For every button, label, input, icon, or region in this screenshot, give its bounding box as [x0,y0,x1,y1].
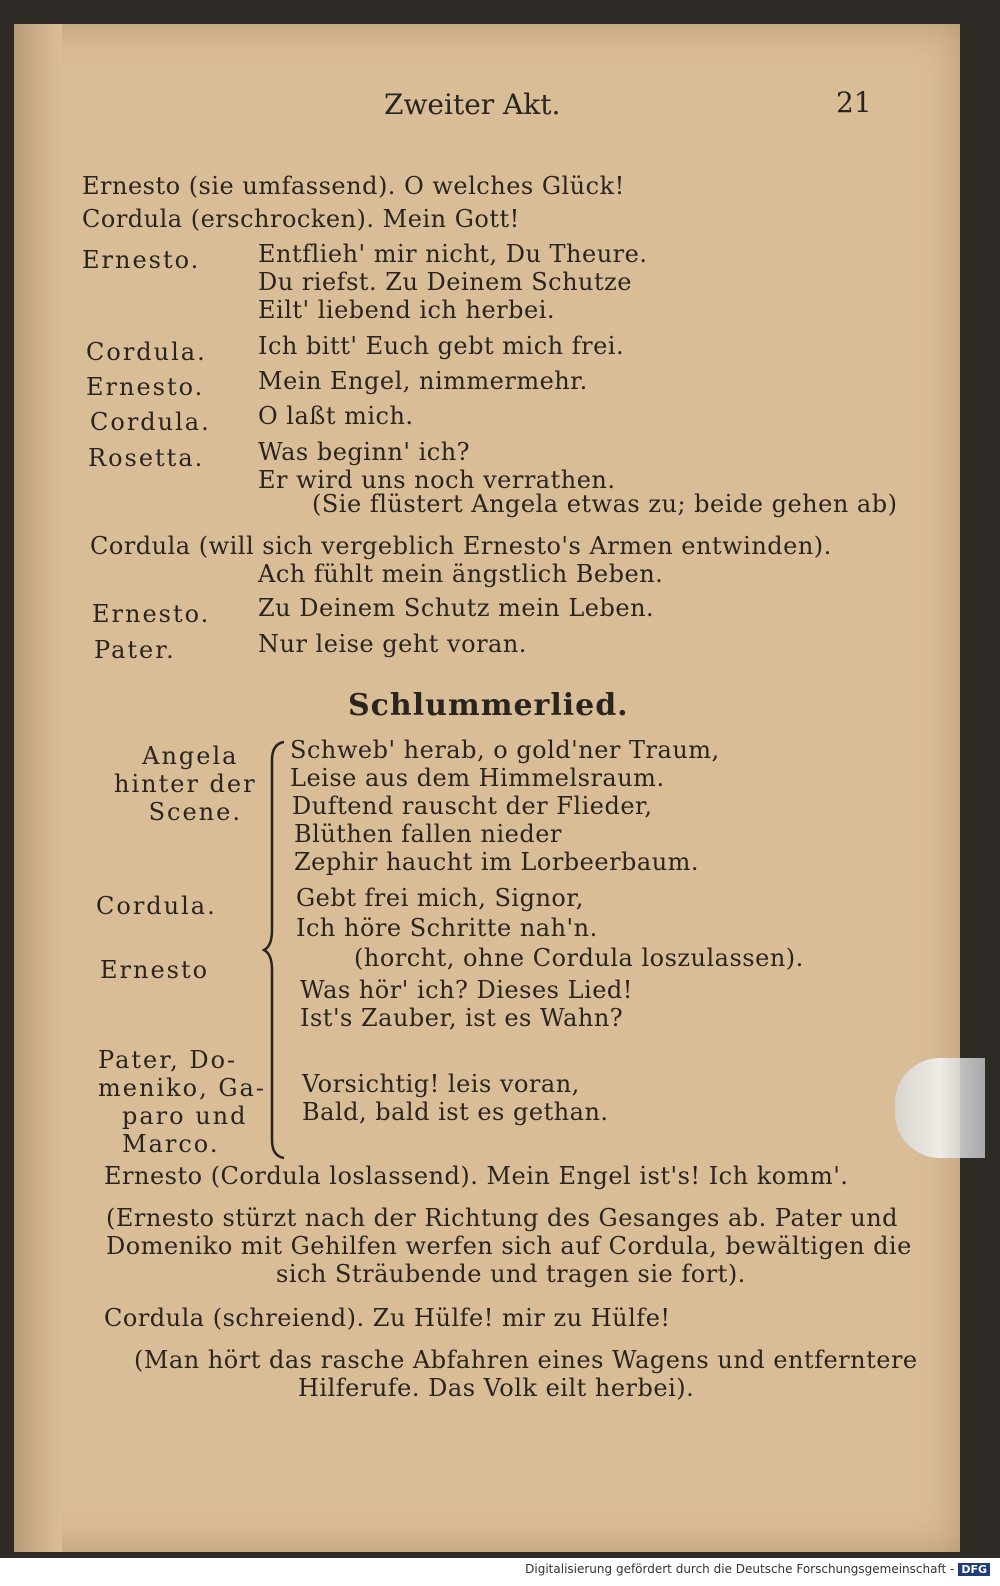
text-line: Entflieh' mir nicht, Du Theure. [258,240,648,268]
song-line: Ich höre Schritte nah'n. [296,914,598,942]
song-line: Bald, bald ist es gethan. [302,1098,609,1126]
speaker-label: Cordula. [86,338,207,366]
song-line: Ist's Zauber, ist es Wahn? [300,1004,624,1032]
funding-footer [525,1562,990,1576]
text-line: Cordula (will sich vergeblich Ernesto's Armen entwinden). [90,532,832,560]
speaker-label: Ernesto. [82,246,201,274]
text-line: Cordula (erschrocken). Mein Gott! [82,205,520,233]
text-line: Ernesto (sie umfassend). O welches Glück! [82,172,625,200]
speaker-label: Cordula. [96,892,217,920]
speaker-label: Scene. [148,798,242,826]
text-line: Ich bitt' Euch gebt mich frei. [258,332,625,360]
speaker-label: Pater. [94,636,176,664]
stage-direction: (Ernesto stürzt nach der Richtung des Gesanges ab. Pater und [106,1204,899,1232]
stage-direction: sich Sträubende und tragen sie fort). [276,1260,746,1288]
speaker-label: Ernesto [100,956,210,984]
speaker-label: Marco. [122,1130,220,1158]
book-gutter [14,24,62,1552]
song-line: Was hör' ich? Dieses Lied! [300,976,633,1004]
song-line: Duftend rauscht der Flieder, [292,792,653,820]
stage-direction: (horcht, ohne Cordula loszulassen). [354,944,804,972]
speaker-label: Ernesto. [86,373,205,401]
speaker-label: meniko, Ga- [98,1074,266,1102]
text-line: Eilt' liebend ich herbei. [258,296,556,324]
text-line: Cordula (schreiend). Zu Hülfe! mir zu Hülfe! [104,1304,671,1332]
song-line: Blüthen fallen nieder [294,820,562,848]
speaker-angela [114,742,257,826]
speaker-label: Rosetta. [88,444,205,472]
text-line: Ernesto (Cordula loslassend). Mein Engel ist's! Ich komm'. [104,1162,849,1190]
running-header: Zweiter Akt. [384,88,561,121]
stage-direction: Domeniko mit Gehilfen werfen sich auf Cordula, bewältigen die [106,1232,912,1260]
stage-direction: Hilferufe. Das Volk eilt herbei). [298,1374,695,1402]
dfg-logo: DFG [958,1563,990,1576]
song-line: Leise aus dem Himmelsraum. [290,764,665,792]
song-line: Gebt frei mich, Signor, [296,884,584,912]
text-line: Mein Engel, nimmermehr. [258,367,588,395]
funding-text: Digitalisierung gefördert durch die Deutsche Forschungsgemeinschaft - [525,1562,955,1576]
page-clip [895,1058,985,1158]
text-line: Zu Deinem Schutz mein Leben. [258,594,655,622]
song-line: Zephir haucht im Lorbeerbaum. [294,848,700,876]
speaker-label: hinter der [114,770,257,798]
text-line: Was beginn' ich? [258,438,471,466]
text-line: Ach fühlt mein ängstlich Beben. [258,560,664,588]
song-title: Schlummerlied. [348,688,629,723]
stage-direction: (Man hört das rasche Abfahren eines Wagens und entferntere [134,1346,918,1374]
text-line: O laßt mich. [258,402,414,430]
text-line: Nur leise geht voran. [258,630,527,658]
page-number: 21 [836,86,872,119]
text-line: Er wird uns noch verrathen. [258,466,616,494]
speaker-label: Ernesto. [92,600,211,628]
song-line: Vorsichtig! leis voran, [302,1070,580,1098]
speaker-label: Pater, Do- [98,1046,238,1074]
song-line: Schweb' herab, o gold'ner Traum, [290,736,720,764]
text-line: Du riefst. Zu Deinem Schutze [258,268,632,296]
speaker-pater [98,1046,266,1158]
speaker-label: Cordula. [90,408,211,436]
speaker-label: paro und [122,1102,248,1130]
stage-direction: (Sie flüstert Angela etwas zu; beide gehen ab) [312,490,898,518]
speaker-label: Angela [142,742,239,770]
